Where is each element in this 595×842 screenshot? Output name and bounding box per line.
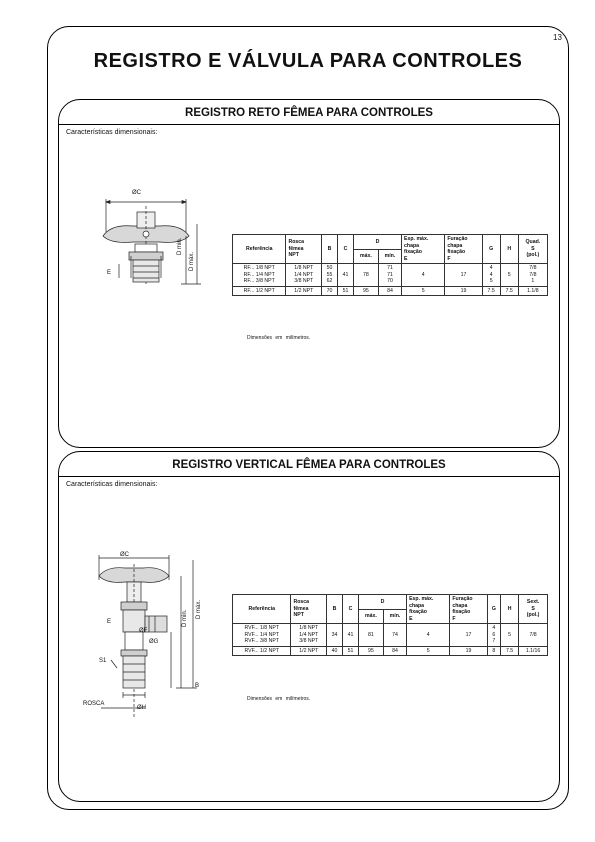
col-g: G (487, 595, 500, 624)
dimension-table (232, 594, 548, 656)
drawing-label-g: ØG (149, 639, 159, 645)
col-sext: Sext. S (pol.) (519, 595, 548, 624)
table-note: Dimensões em milímetros. (247, 335, 311, 341)
col-d: D (358, 595, 406, 610)
col-g: G (482, 235, 500, 264)
drawing-label-e: E (107, 619, 112, 625)
col-d-max: máx. (358, 609, 383, 624)
section-caption: Características dimensionais: (66, 129, 158, 136)
col-c: C (338, 235, 354, 264)
col-c: C (343, 595, 359, 624)
table-row: RF... 1/2 NPT 1/2 NPT 70 51 95 84 5 19 7.5 7.5 1.1/8 (233, 286, 548, 296)
table-note: Dimensões em milímetros. (247, 696, 311, 702)
col-furacao: Furação chapa fixação F (445, 235, 482, 264)
drawing-label-dmin: D min. (182, 609, 188, 627)
col-d: D (353, 235, 401, 250)
col-b: B (322, 235, 338, 264)
col-rosca: Rosca fêmea NPT (291, 595, 327, 624)
section-title: REGISTRO RETO FÊMEA PARA CONTROLES (185, 107, 433, 119)
drawing-label-c: ØC (132, 190, 141, 196)
drawing-label-dmin: D min. (177, 237, 183, 255)
col-rosca: Rosca fêmea NPT (286, 235, 322, 264)
section-caption: Características dimensionais: (66, 481, 158, 488)
table-row: RF... 1/8 NPT RF... 1/4 NPT RF... 3/8 NPT 1/8 NPT 1/4 NPT 3/8 NPT 50 55 62 41 78 71 71 70 4 17 4 4 5 5 7/8 7/8 1 (233, 264, 548, 287)
section-registro-vertical (58, 451, 560, 802)
drawing-label-b: B (195, 683, 200, 689)
page-title: REGISTRO E VÁLVULA PARA CONTROLES (93, 50, 523, 72)
drawing-label-dmax: D máx. (189, 251, 195, 271)
col-d-min: mín. (383, 609, 406, 624)
drawing-label-e: E (107, 270, 112, 276)
col-esp: Esp. máx. chapa fixação E (407, 595, 450, 624)
section-registro-reto (58, 99, 560, 448)
col-h: H (500, 235, 518, 264)
col-d-min: mín. (378, 249, 401, 264)
drawing-label-rosca: ROSCA (83, 701, 105, 707)
page-number: 13 (553, 33, 562, 42)
section-divider (59, 476, 559, 477)
straight-valve-drawing (81, 186, 209, 286)
table-header-row (233, 595, 548, 610)
col-furacao: Furação chapa fixação F (450, 595, 487, 624)
table-row: RVF... 1/2 NPT 1/2 NPT 40 51 95 84 5 19 8 7.5 1.1/16 (233, 646, 548, 656)
drawing-label-f: ØF (139, 628, 148, 634)
col-d-max: máx. (353, 249, 378, 264)
section-divider (59, 124, 559, 125)
section-title: REGISTRO VERTICAL FÊMEA PARA CONTROLES (172, 459, 446, 471)
col-referencia: Referência (233, 235, 286, 264)
table-header-row (233, 235, 548, 250)
drawing-label-c: ØC (120, 552, 129, 558)
drawing-label-s1: S1 (99, 658, 107, 664)
col-esp: Esp. máx. chapa fixação E (402, 235, 445, 264)
table-row: RVF... 1/8 NPT RVF... 1/4 NPT RVF... 3/8 NPT 1/8 NPT 1/4 NPT 3/8 NPT 34 41 81 74 4 17 4 6 7 5 7/8 (233, 624, 548, 647)
col-b: B (327, 595, 343, 624)
drawing-label-dmax: D máx. (196, 599, 202, 619)
drawing-label-h: ØH (137, 705, 146, 711)
col-h: H (501, 595, 519, 624)
col-referencia: Referência (233, 595, 291, 624)
col-quad: Quad. S (pol.) (518, 235, 547, 264)
dimension-table (232, 234, 548, 296)
